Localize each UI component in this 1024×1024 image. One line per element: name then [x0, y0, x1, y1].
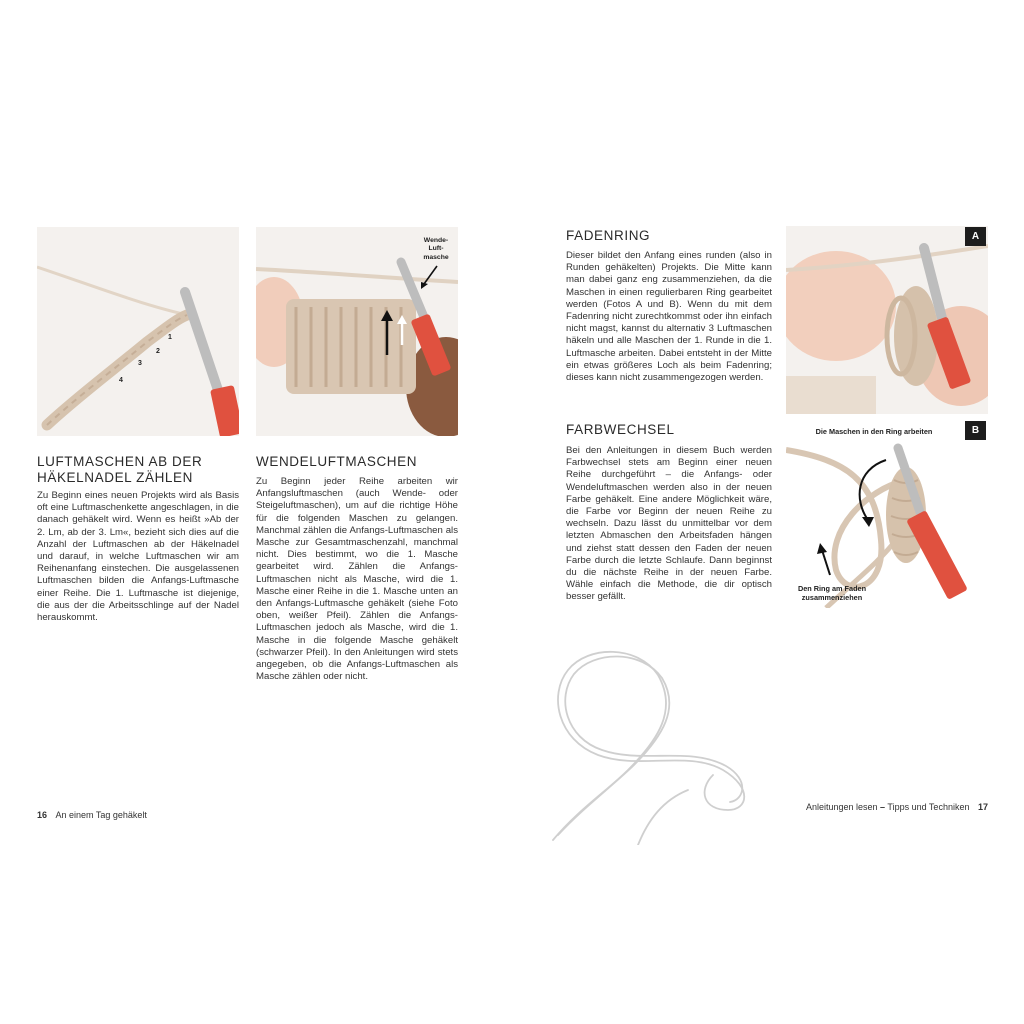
photo-b-badge: B	[965, 421, 986, 440]
turning-chain-label: Wende- Luft- masche	[423, 237, 449, 261]
left-footer	[37, 810, 147, 820]
section-text-color-change: Bei den Anleitungen in diesem Buch werden Farbwechsel stets am Beginn einer neuen Reihe durchgeführt – die Anfangs- oder Wendeluftmaschen werden also in der neuen Farbe gehäkelt. Eine andere Möglichkeit wäre, die Farbe vor Beginn der neuen Reihe zu wechseln. Dazu lässt du unmittelbar vor dem letzten Abmaschen den Arbeitsfaden hängen und ziehst statt dessen den Faden der neuen Farbe durch die letzte Schlaufe. Dann beginnst du die nächste Reihe in der neuen Farbe. Wähle einfach die Methode, die dir optisch besser gefällt.	[566, 445, 772, 603]
magic-ring-photo-b	[786, 420, 988, 608]
chain-label-4: 4	[119, 377, 123, 384]
left-footer-title: An einem Tag gehäkelt	[55, 810, 147, 820]
section-heading-color-change: FARBWECHSEL	[566, 422, 675, 437]
right-footer-chapter: Anleitungen lesen	[805, 802, 878, 812]
section-heading-magic-ring: FADENRING	[566, 228, 651, 243]
left-page-number: 16	[37, 810, 48, 820]
magic-ring-photo-a	[786, 226, 988, 414]
photo-a-badge: A	[965, 227, 986, 246]
photo-b-caption-bottom: Den Ring am Faden zusammenziehen	[797, 584, 867, 602]
right-page-number: 17	[977, 802, 988, 812]
section-text-chain-count: Zu Beginn eines neuen Projekts wird als Basis oft eine Luftmaschenkette angeschlagen, in die danach gehäkelt wird. Wenn es heißt »Ab der 2. Lm, ab der 3. Lm«, bezieht sich dies auf die Anzahl der Luftmaschen ab der Häkelnadel und darauf, in welche Luftmaschen wir am Reihenanfang einstechen. Die ausgelassenen Luftmaschen bilden die Anfangs-Luftmasche einer Reihe. Die 1. Luftmasche ist diejenige, die aus der die Arbeitsschlinge auf der Nadel herauskommt.	[37, 490, 239, 624]
chain-label-1: 1	[168, 334, 172, 341]
photo-b-caption-top: Die Maschen in den Ring arbeiten	[815, 427, 933, 436]
chain-label-2: 2	[156, 348, 160, 355]
right-footer-separator: –	[880, 802, 886, 812]
section-text-turning-chain: Zu Beginn jeder Reihe arbeiten wir Anfangsluftmaschen (auch Wende- oder Steigeluftmaschen), um auf die richtige Höhe für die folgenden Maschen zu gelangen. Manchmal zählen die Anfangs-Luftmaschen als Masche zur Gesamtmaschenzahl, manchmal nicht. Dies bestimmt, wo die 1. Masche gearbeitet wird. Zählen die Anfangs-Luftmaschen nicht als Masche, wird die 1. Masche einer Reihe in die 1. Masche unten an den Anfangs-Luftmasche gehäkelt (siehe Foto oben, weißer Pfeil). Zählen die Anfangs-Luftmaschen jedoch als Masche, wird die 1. Masche in die folgende Masche gehäkelt (schwarzer Pfeil). In den Anleitungen wird stets angegeben, ob die Anfangs-Luftmaschen als Masche zählen oder nicht.	[256, 476, 458, 683]
turning-chain-photo	[256, 227, 458, 436]
decorative-yarn-doodle	[538, 640, 768, 845]
section-text-magic-ring: Dieser bildet den Anfang eines runden (also in Runden gehäkelten) Projekts. Die Mitte kann man dabei ganz eng zusammenziehen, da die Maschen in einen regulierbaren Ring gearbeitet werden (Fotos A und B). Wenn du mit dem Fadenring nicht zurechtkommst oder ihn einfach nicht magst, kannst du alternativ 3 Luftmaschen häkeln und alle Maschen der 1. Runde in die 1. Luftmasche arbeiten. Dabei entsteht in der Mitte ein etwas größeres Loch als beim Fadenring; dieses kann nicht zusammengezogen werden.	[566, 250, 772, 384]
chain-stitch-photo	[37, 227, 239, 436]
section-heading-chain-count: LUFTMASCHEN AB DER HÄKELNADEL ZÄHLEN	[37, 454, 203, 485]
right-footer	[806, 802, 988, 812]
right-footer-section: Tipps und Techniken	[887, 802, 970, 812]
chain-label-3: 3	[138, 360, 142, 367]
section-heading-turning-chain: WENDELUFTMASCHEN	[256, 454, 418, 469]
